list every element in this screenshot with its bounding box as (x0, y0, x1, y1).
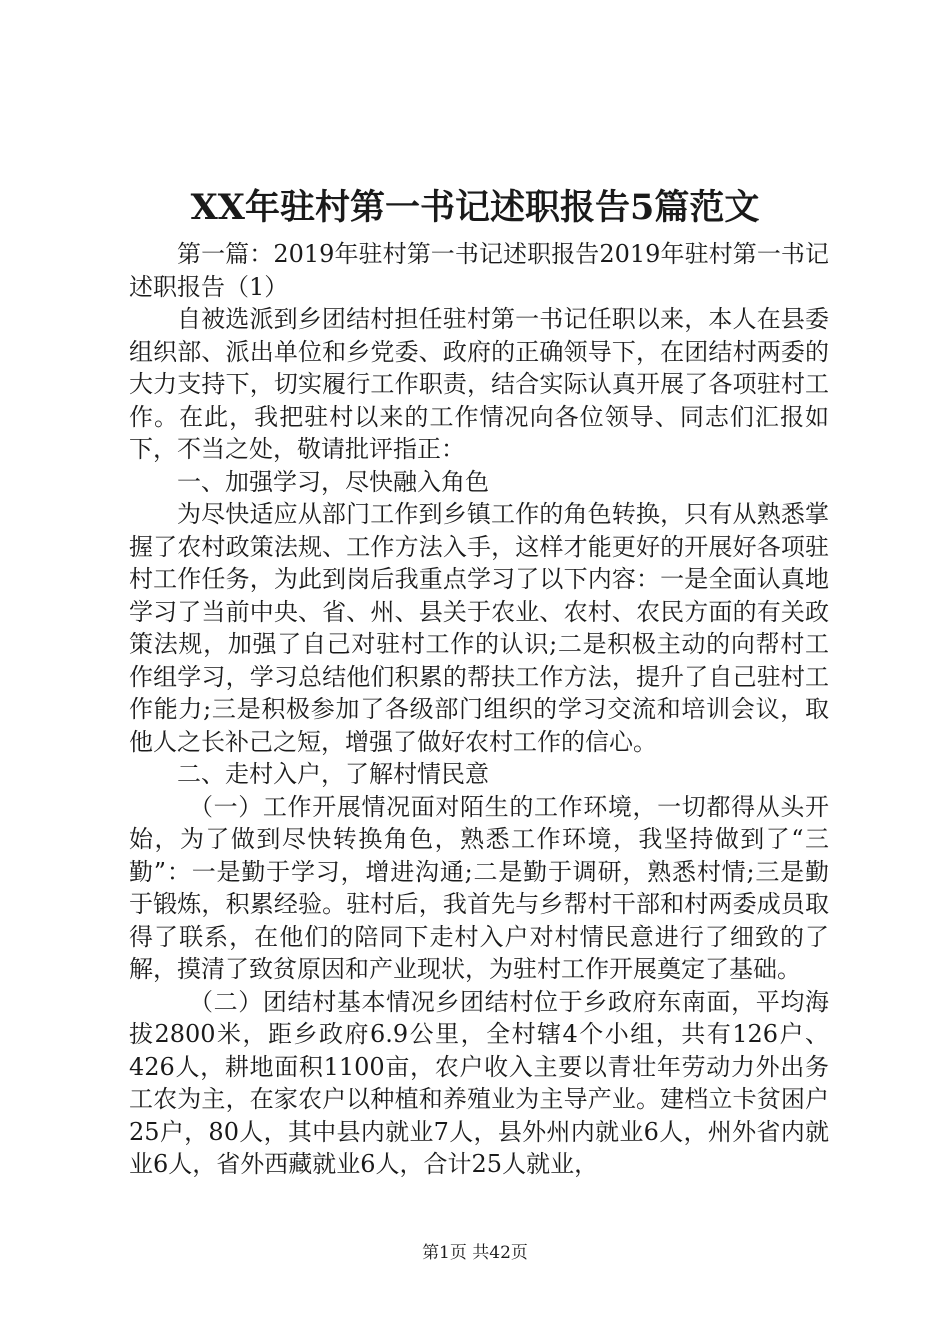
body-paragraph: 自被选派到乡团结村担任驻村第一书记任职以来，本人在县委组织部、派出单位和乡党委、政府的正确领导下，在团结村两委的大力支持下，切实履行工作职责，结合实际认真开展了各项驻村工作。在此，我把驻村以来的工作情况向各位领导、同志们汇报如下，不当之处，敬请批评指正： (129, 305, 829, 463)
body-paragraph: （二）团结村基本情况乡团结村位于乡政府东南面，平均海拔2800米，距乡政府6.9公里，全村辖4个小组，共有126户、426人，耕地面积1100亩，农户收入主要以青壮年劳动力外出务工农为主，在家农户以种植和养殖业为主导产业。建档立卡贫困户25户，80人，其中县内就业7人，县外州内就业6人，州外省内就业6人，省外西藏就业6人，合计25人就业， (129, 987, 829, 1178)
document-body (129, 238, 829, 1181)
page-footer: 第1页 共42页 (422, 1243, 528, 1263)
body-paragraph: （一）工作开展情况面对陌生的工作环境，一切都得从头开始，为了做到尽快转换角色，熟悉工作环境，我坚持做到了“三勤”：一是勤于学习，增进沟通;二是勤于调研，熟悉村情;三是勤于锻炼，积累经验。驻村后，我首先与乡帮村干部和村两委成员取得了联系，在他们的陪同下走村入户对村情民意进行了细致的了解，摸清了致贫原因和产业现状，为驻村工作开展奠定了基础。 (129, 792, 829, 983)
section-heading: 一、加强学习，尽快融入角色 (177, 467, 489, 496)
intro-paragraph: 第一篇：2019年驻村第一书记述职报告2019年驻村第一书记述职报告（1） (129, 240, 829, 301)
document-title: XX年驻村第一书记述职报告5篇范文 (190, 187, 760, 228)
body-paragraph: 为尽快适应从部门工作到乡镇工作的角色转换，只有从熟悉掌握了农村政策法规、工作方法入手，这样才能更好的开展好各项驻村工作任务，为此到岗后我重点学习了以下内容：一是全面认真地学习了当前中央、省、州、县关于农业、农村、农民方面的有关政策法规，加强了自己对驻村工作的认识;二是积极主动的向帮村工作组学习，学习总结他们积累的帮扶工作方法，提升了自己驻村工作能力;三是积极参加了各级部门组织的学习交流和培训会议，取他人之长补己之短，增强了做好农村工作的信心。 (129, 500, 829, 756)
section-heading: 二、走村入户，了解村情民意 (177, 760, 489, 788)
